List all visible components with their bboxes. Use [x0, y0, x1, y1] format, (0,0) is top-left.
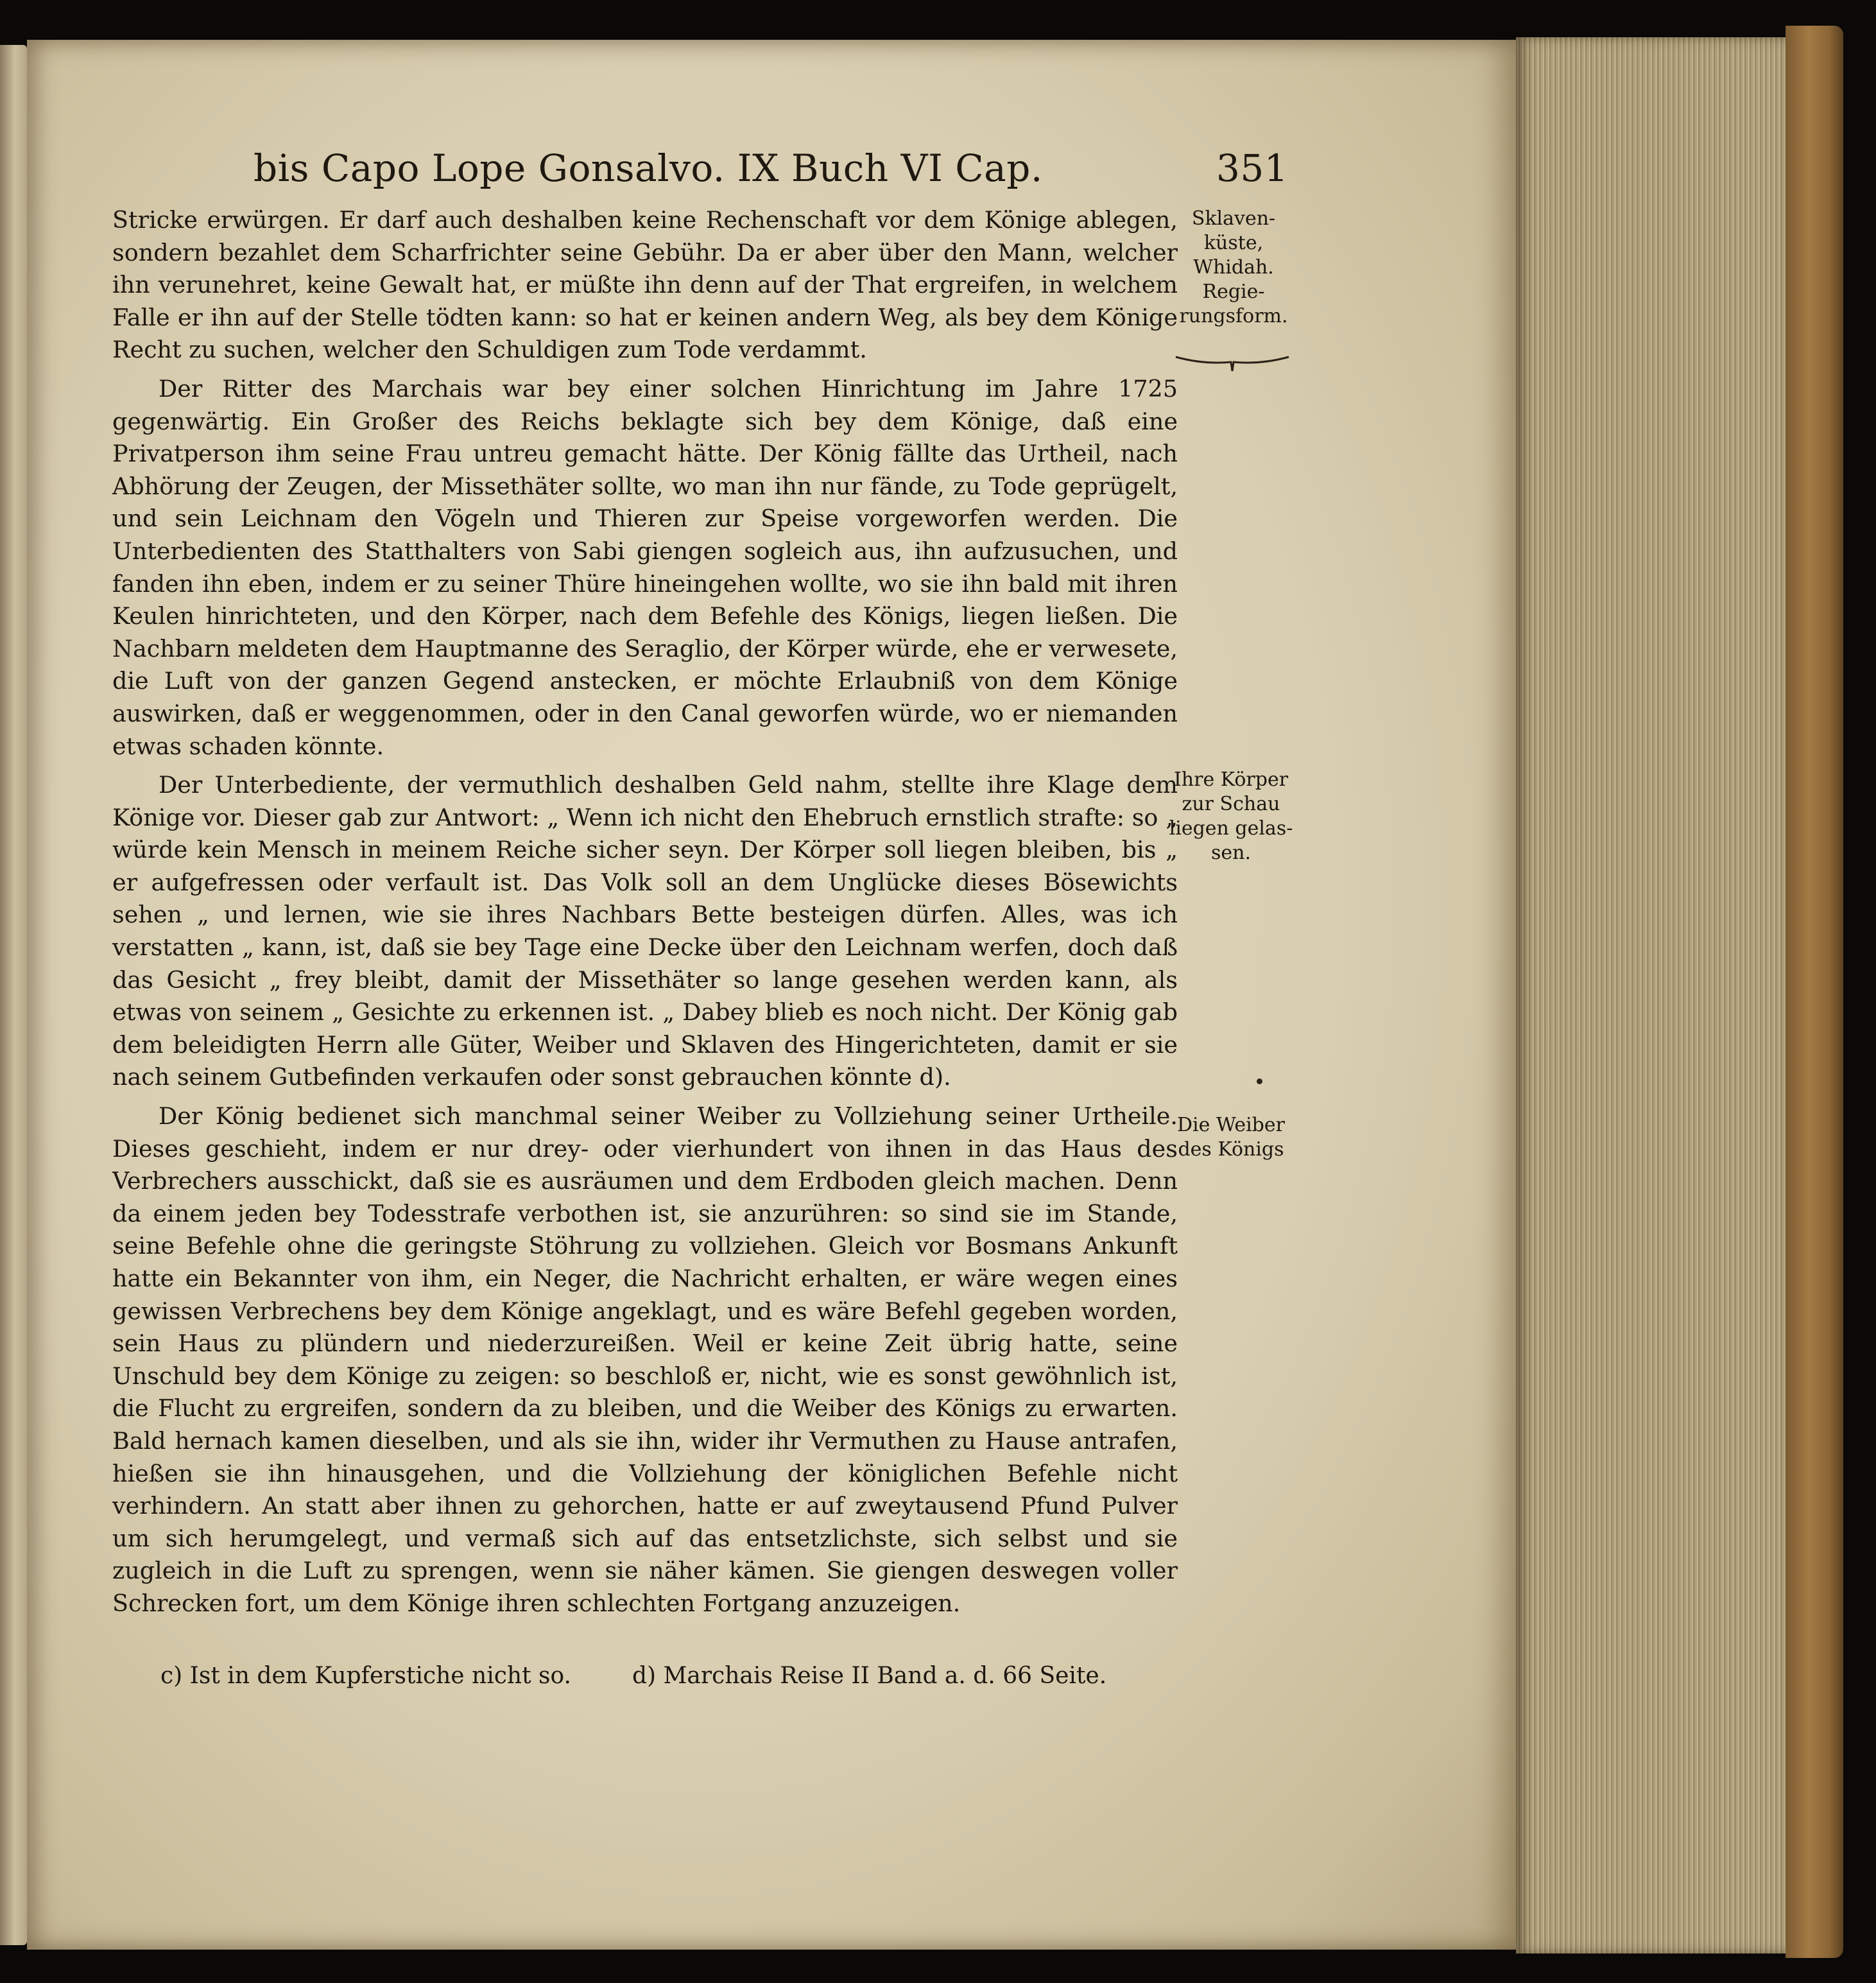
marginal-line: Sklaven- — [1191, 207, 1276, 230]
facing-page-edge — [0, 45, 27, 1945]
marginal-line: Ihre Körper — [1173, 768, 1289, 791]
main-text — [112, 204, 1178, 1620]
ink-dot — [1257, 1078, 1262, 1084]
marginal-note — [1167, 768, 1295, 865]
paragraph: Stricke erwürgen. Er darf auch deshalben keine Rechenschaft vor dem Könige ablegen, sondern bezahlet dem Scharfrichter seine Gebühr. Da er aber über den Mann, welcher ihn verunehret, keine Gewalt hat, er müßte ihn denn auf der That ergreifen, in welchem Falle er ihn auf der Stelle tödten kann: so hat er keinen andern Weg, als bey dem Könige Recht zu suchen, welcher den Schuldigen zum Tode verdammt. — [112, 206, 1178, 364]
marginal-line: Regie- — [1202, 281, 1265, 303]
marginal-line: liegen gelas- — [1169, 817, 1293, 840]
marginal-line: zur Schau — [1182, 793, 1280, 815]
running-title: bis Capo Lope Gonsalvo. IX Buch VI Cap. — [254, 146, 1043, 190]
marginal-note — [1169, 207, 1298, 329]
running-header — [254, 146, 1306, 190]
book-cover-edge — [1786, 26, 1843, 1958]
footnote-c: c) Ist in dem Kupferstiche nicht so. — [160, 1663, 571, 1689]
paragraph: Der König bedienet sich manchmal seiner Weiber zu Vollziehung seiner Urtheile. Dieses geschieht, indem er nur drey- oder vierhundert von ihnen in das Haus des Verbrechers ausschickt, daß sie es ausräumen und dem Erdboden gleich machen. Denn da einem jeden bey Todesstrafe verbothen ist, sie anzurühren: so sind sie im Stande, seine Befehle ohne die geringste Stöhrung zu vollziehen. Gleich vor Bosmans Ankunft hatte ein Bekannter von ihm, ein Neger, die Nachricht erhalten, er wäre wegen eines gewissen Verbrechens bey dem Könige angeklagt, und es wäre Befehl gegeben worden, sein Haus zu plündern und niederzureißen. Weil er keine Zeit übrig hatte, seine Unschuld bey dem Könige zu zeigen: so beschloß er, nicht, wie es sonst gewöhnlich ist, die Flucht zu ergreifen, sondern da zu bleiben, und die Weiber des Königs zu erwarten. Bald hernach kamen dieselben, und als sie ihn, wider ihr Vermuthen zu Hause antrafen, hießen sie ihn hinausgehen, und die Vollziehung der königlichen Befehle nicht verhindern. An statt aber ihnen zu gehorchen, hatte er auf zweytausend Pfund Pulver um sich herumgelegt, und vermaß sich auf das entsetzlichste, sich selbst und sie zugleich in die Luft zu sprengen, wenn sie näher kämen. Sie giengen deswegen voller Schrecken fort, um dem Könige ihren schlechten Fortgang anzuzeigen. — [112, 1102, 1178, 1617]
marginal-line: des Königs — [1178, 1138, 1284, 1161]
paragraph: Der Unterbediente, der vermuthlich deshalben Geld nahm, stellte ihre Klage dem Könige vor. Dieser gab zur Antwort: „ Wenn ich nicht den Ehebruch ernstlich strafte: so „ würde kein Mensch in meinem Reiche sicher seyn. Der Körper soll liegen bleiben, bis „ er aufgefressen oder verfault ist. Das Volk soll an dem Unglücke dieses Bösewichts sehen „ und lernen, wie sie ihres Nachbars Bette besteigen dürfen. Alles, was ich verstatten „ kann, ist, daß sie bey Tage eine Decke über den Leichnam werfen, doch daß das Gesicht „ frey bleibt, damit der Missethäter so lange gesehen werden kann, als etwas von seinem „ Gesichte zu erkennen ist. „ Dabey blieb es noch nicht. Der König gab dem beleidigten Herrn alle Güter, Weiber und Sklaven des Hingerichteten, damit er sie nach seinem Gutbefinden verkaufen oder sonst gebrauchen könnte d). — [112, 771, 1178, 1091]
marginal-line: sen. — [1210, 842, 1251, 864]
page-block-edges — [1516, 37, 1786, 1953]
marginal-line: Die Weiber — [1177, 1114, 1285, 1136]
marginal-line: rungsform. — [1179, 305, 1288, 327]
brace-ornament — [1175, 354, 1290, 374]
paragraph: Der Ritter des Marchais war bey einer solchen Hinrichtung im Jahre 1725 gegenwärtig. Ein Großer des Reichs beklagte sich bey dem Könige, daß eine Privatperson ihm seine Frau untreu gemacht hätte. Der König fällte das Urtheil, nach Abhörung der Zeugen, der Missethäter sollte, wo man ihn nur fände, zu Tode geprügelt, und sein Leichnam den Vögeln und Thieren zur Speise vorgeworfen werden. Die Unterbedienten des Statthalters von Sabi giengen sogleich aus, ihn aufzusuchen, und fanden ihn eben, indem er zu seiner Thüre hineingehen wollte, wo sie ihn bald mit ihren Keulen hinrichteten, und den Körper, nach dem Befehle des Königs, liegen ließen. Die Nachbarn meldeten dem Hauptmanne des Seraglio, der Körper würde, ehe er verwesete, die Luft von der ganzen Gegend anstecken, er möchte Erlaubniß von dem Könige auswirken, daß er weggenommen, oder in den Canal geworfen würde, wo er niemanden etwas schaden könnte. — [112, 374, 1178, 760]
footnote-d: d) Marchais Reise II Band a. d. 66 Seite. — [632, 1663, 1107, 1689]
page-number: 351 — [1216, 146, 1289, 190]
marginal-line: Whidah. — [1193, 256, 1274, 279]
marginal-line: küste, — [1203, 232, 1264, 254]
marginal-note — [1167, 1113, 1295, 1162]
